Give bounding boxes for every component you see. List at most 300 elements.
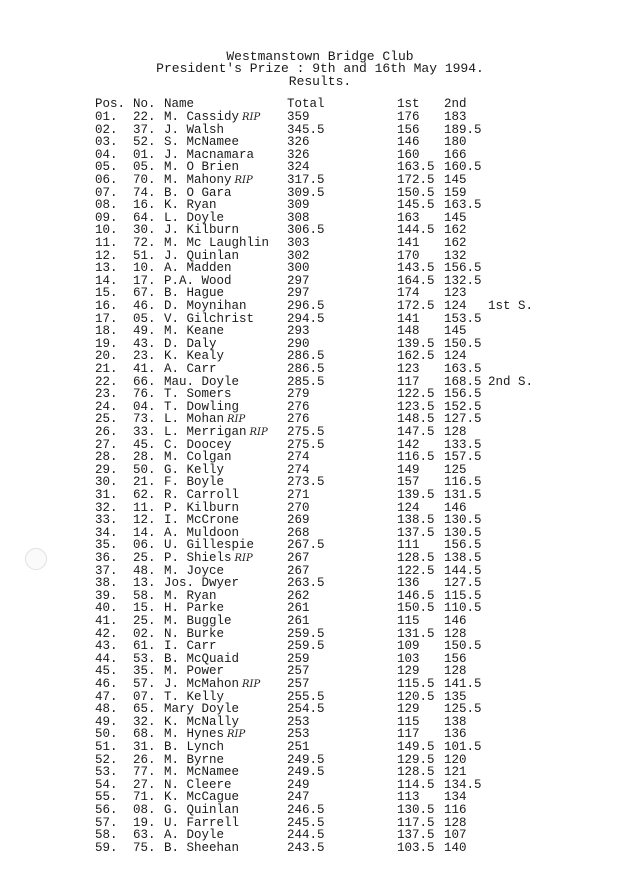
total-score-cell: 302 bbox=[287, 248, 310, 263]
first-session-cell: 139.5 bbox=[397, 488, 435, 502]
pair-number-cell: 77. bbox=[133, 765, 156, 780]
position-cell: 44. bbox=[95, 651, 118, 666]
player-name-text: F. Boyle bbox=[164, 475, 225, 490]
handwritten-rip-mark: RIP bbox=[227, 729, 246, 741]
pair-number-cell: 28. bbox=[133, 450, 156, 465]
first-session-cell: 116.5 bbox=[397, 450, 435, 465]
position-cell: 27. bbox=[95, 437, 118, 452]
player-name-text: I. Carr bbox=[164, 639, 217, 654]
pair-number-cell: 25. bbox=[133, 614, 156, 628]
player-name-text: D. Moynihan bbox=[164, 299, 247, 313]
table-row bbox=[0, 514, 640, 527]
player-name-text: B. Sheehan bbox=[164, 840, 240, 855]
table-row bbox=[0, 388, 640, 401]
total-score-cell: 249.5 bbox=[287, 752, 325, 767]
first-session-cell: 172.5 bbox=[397, 173, 435, 187]
pair-number-cell: 02. bbox=[133, 626, 156, 641]
first-session-cell: 141 bbox=[397, 236, 420, 250]
handwritten-rip-mark: RIP bbox=[242, 679, 261, 690]
player-name-text: A. Doyle bbox=[164, 828, 225, 843]
first-session-cell: 124 bbox=[397, 500, 420, 515]
total-score-cell: 267.5 bbox=[287, 538, 325, 553]
position-cell: 39. bbox=[95, 588, 118, 603]
first-session-cell: 150.5 bbox=[397, 185, 435, 200]
position-cell: 24. bbox=[95, 399, 118, 414]
second-session-cell: 134.5 bbox=[444, 777, 482, 792]
position-cell: 16. bbox=[95, 299, 118, 313]
position-cell: 20. bbox=[95, 349, 118, 364]
total-score-cell: 290 bbox=[287, 336, 310, 351]
first-session-cell: 162.5 bbox=[397, 349, 435, 364]
first-session-cell: 164.5 bbox=[397, 273, 435, 288]
pair-number-cell: 43. bbox=[133, 336, 156, 351]
second-session-cell: 140 bbox=[444, 840, 467, 855]
table-row bbox=[0, 804, 640, 817]
second-session-cell: 133.5 bbox=[444, 437, 482, 452]
total-score-cell: 249 bbox=[287, 777, 310, 792]
total-score-cell: 326 bbox=[287, 135, 310, 150]
first-session-cell: 117 bbox=[397, 727, 420, 742]
player-name-text: M. Byrne bbox=[164, 752, 225, 767]
pair-number-cell: 65. bbox=[133, 702, 156, 717]
pair-number-cell: 22. bbox=[133, 110, 156, 124]
total-score-cell: 246.5 bbox=[287, 803, 325, 817]
second-session-cell: 162 bbox=[444, 236, 467, 250]
second-session-cell: 160.5 bbox=[444, 160, 482, 175]
total-score-cell: 306.5 bbox=[287, 223, 325, 238]
total-score-cell: 247 bbox=[287, 790, 310, 805]
pair-number-cell: 04. bbox=[133, 399, 156, 414]
total-score-cell: 262 bbox=[287, 588, 310, 603]
first-session-cell: 117.5 bbox=[397, 815, 435, 830]
second-session-cell: 150.5 bbox=[444, 336, 482, 351]
first-session-cell: 113 bbox=[397, 790, 420, 805]
club-title: Westmanstown Bridge Club bbox=[226, 49, 414, 64]
second-session-cell: 120 bbox=[444, 752, 467, 767]
total-score-cell: 297 bbox=[287, 273, 310, 288]
col-no-header: No. bbox=[133, 97, 156, 111]
second-session-cell: 189.5 bbox=[444, 122, 482, 137]
handwritten-rip-mark: RIP bbox=[227, 414, 246, 426]
first-session-cell: 115 bbox=[397, 614, 420, 628]
first-session-cell: 136 bbox=[397, 576, 420, 591]
player-name-text: J. Kilburn bbox=[164, 223, 240, 238]
total-score-cell: 286.5 bbox=[287, 349, 325, 364]
pair-number-cell: 26. bbox=[133, 752, 156, 767]
pair-number-cell: 45. bbox=[133, 437, 156, 452]
position-cell: 36. bbox=[95, 551, 118, 565]
position-cell: 09. bbox=[95, 210, 118, 225]
total-score-cell: 267 bbox=[287, 551, 310, 565]
second-session-cell: 156.5 bbox=[444, 387, 482, 402]
second-session-cell: 166 bbox=[444, 147, 467, 162]
pair-number-cell: 58. bbox=[133, 588, 156, 603]
second-session-cell: 136 bbox=[444, 727, 467, 742]
first-session-cell: 143.5 bbox=[397, 261, 435, 276]
table-row bbox=[0, 829, 640, 842]
player-name-text: C. Doocey bbox=[164, 437, 232, 452]
second-session-cell: 146 bbox=[444, 614, 467, 628]
first-session-cell: 137.5 bbox=[397, 828, 435, 843]
player-name-text: L. Doyle bbox=[164, 210, 225, 225]
player-name-text: P. Shiels bbox=[164, 551, 232, 565]
first-session-cell: 123 bbox=[397, 362, 420, 376]
first-session-cell: 145.5 bbox=[397, 198, 435, 213]
pair-number-cell: 35. bbox=[133, 664, 156, 679]
position-cell: 59. bbox=[95, 840, 118, 855]
total-score-cell: 326 bbox=[287, 147, 310, 162]
total-score-cell: 276 bbox=[287, 399, 310, 414]
pair-number-cell: 63. bbox=[133, 828, 156, 843]
pair-number-cell: 52. bbox=[133, 135, 156, 150]
second-session-cell: 138.5 bbox=[444, 551, 482, 565]
player-name-text: J. Macnamara bbox=[164, 147, 255, 162]
total-score-cell: 285.5 bbox=[287, 374, 325, 389]
pair-number-cell: 01. bbox=[133, 147, 156, 162]
player-name-text: T. Somers bbox=[164, 387, 232, 402]
second-session-cell: 168.5 bbox=[444, 374, 482, 389]
position-cell: 45. bbox=[95, 664, 118, 679]
position-cell: 33. bbox=[95, 513, 118, 528]
pair-number-cell: 12. bbox=[133, 513, 156, 528]
second-session-cell: 128 bbox=[444, 425, 467, 439]
total-score-cell: 297 bbox=[287, 286, 310, 301]
total-score-cell: 274 bbox=[287, 450, 310, 465]
player-name-text: K. McNally bbox=[164, 714, 240, 729]
total-score-cell: 275.5 bbox=[287, 437, 325, 452]
total-score-cell: 296.5 bbox=[287, 299, 325, 313]
pair-number-cell: 10. bbox=[133, 261, 156, 276]
total-score-cell: 269 bbox=[287, 513, 310, 528]
table-row bbox=[0, 426, 640, 439]
first-session-cell: 148 bbox=[397, 324, 420, 339]
total-score-cell: 261 bbox=[287, 614, 310, 628]
col-name-header: Name bbox=[164, 97, 195, 111]
first-session-cell: 122.5 bbox=[397, 563, 435, 578]
table-row bbox=[0, 325, 640, 338]
second-session-cell: 180 bbox=[444, 135, 467, 150]
position-cell: 21. bbox=[95, 362, 118, 376]
second-session-cell: 145 bbox=[444, 173, 467, 187]
first-session-cell: 128.5 bbox=[397, 551, 435, 565]
table-row bbox=[0, 262, 640, 275]
table-row bbox=[0, 741, 640, 754]
first-session-cell: 150.5 bbox=[397, 601, 435, 616]
col-total-header: Total bbox=[287, 97, 325, 111]
table-row bbox=[0, 552, 640, 565]
col-first-header: 1st bbox=[397, 97, 420, 111]
position-cell: 31. bbox=[95, 488, 118, 502]
pair-number-cell: 17. bbox=[133, 273, 156, 288]
position-cell: 51. bbox=[95, 740, 118, 754]
position-cell: 25. bbox=[95, 412, 118, 427]
first-session-cell: 172.5 bbox=[397, 299, 435, 313]
player-name-text: N. Cleere bbox=[164, 777, 232, 792]
pair-number-cell: 67. bbox=[133, 286, 156, 301]
total-score-cell: 249.5 bbox=[287, 765, 325, 780]
player-name-text: J. Walsh bbox=[164, 122, 225, 137]
second-session-cell: 157.5 bbox=[444, 450, 482, 465]
pair-number-cell: 66. bbox=[133, 374, 156, 389]
first-session-cell: 120.5 bbox=[397, 689, 435, 704]
first-session-cell: 149 bbox=[397, 462, 420, 477]
second-session-cell: 128 bbox=[444, 815, 467, 830]
position-cell: 40. bbox=[95, 601, 118, 616]
second-session-cell: 163.5 bbox=[444, 362, 482, 376]
second-session-cell: 150.5 bbox=[444, 639, 482, 654]
pair-number-cell: 16. bbox=[133, 198, 156, 213]
pair-number-cell: 72. bbox=[133, 236, 156, 250]
player-name-text: M. Mahony bbox=[164, 173, 232, 187]
player-name-text: M. Ryan bbox=[164, 588, 217, 603]
position-cell: 35. bbox=[95, 538, 118, 553]
total-score-cell: 263.5 bbox=[287, 576, 325, 591]
total-score-cell: 273.5 bbox=[287, 475, 325, 490]
first-session-cell: 128.5 bbox=[397, 765, 435, 780]
second-session-cell: 116.5 bbox=[444, 475, 482, 490]
first-session-cell: 129 bbox=[397, 702, 420, 717]
name-wrapper bbox=[164, 842, 242, 856]
table-row bbox=[0, 489, 640, 502]
pair-number-cell: 51. bbox=[133, 248, 156, 263]
position-cell: 04. bbox=[95, 147, 118, 162]
position-cell: 28. bbox=[95, 450, 118, 465]
player-name-text: M. Joyce bbox=[164, 563, 225, 578]
player-name-text: M. Cassidy bbox=[164, 110, 240, 124]
player-name-text: M. O Brien bbox=[164, 160, 240, 175]
second-session-cell: 128 bbox=[444, 626, 467, 641]
pair-number-cell: 71. bbox=[133, 790, 156, 805]
position-cell: 08. bbox=[95, 198, 118, 213]
player-name-text: U. Gillespie bbox=[164, 538, 255, 553]
position-cell: 57. bbox=[95, 815, 118, 830]
position-cell: 49. bbox=[95, 714, 118, 729]
total-score-cell: 300 bbox=[287, 261, 310, 276]
position-cell: 43. bbox=[95, 639, 118, 654]
second-session-cell: 123 bbox=[444, 286, 467, 301]
first-session-cell: 144.5 bbox=[397, 223, 435, 238]
position-cell: 11. bbox=[95, 236, 118, 250]
first-session-cell: 146.5 bbox=[397, 588, 435, 603]
total-score-cell: 286.5 bbox=[287, 362, 325, 376]
position-cell: 56. bbox=[95, 803, 118, 817]
pair-number-cell: 08. bbox=[133, 803, 156, 817]
position-cell: 15. bbox=[95, 286, 118, 301]
second-session-cell: 116 bbox=[444, 803, 467, 817]
table-row bbox=[0, 237, 640, 250]
player-name-text: N. Burke bbox=[164, 626, 225, 641]
total-score-cell: 308 bbox=[287, 210, 310, 225]
total-score-cell: 259.5 bbox=[287, 626, 325, 641]
position-cell: 55. bbox=[95, 790, 118, 805]
second-session-cell: 131.5 bbox=[444, 488, 482, 502]
position-cell: 54. bbox=[95, 777, 118, 792]
pair-number-cell: 76. bbox=[133, 387, 156, 402]
player-name-text: A. Madden bbox=[164, 261, 232, 276]
player-name-text: I. McCrone bbox=[164, 513, 240, 528]
player-name-text: L. Mohan bbox=[164, 412, 225, 427]
pair-number-cell: 64. bbox=[133, 210, 156, 225]
total-score-cell: 261 bbox=[287, 601, 310, 616]
position-cell: 32. bbox=[95, 500, 118, 515]
player-name-text: V. Gilchrist bbox=[164, 311, 255, 326]
pair-number-cell: 05. bbox=[133, 160, 156, 175]
second-session-cell: 156 bbox=[444, 651, 467, 666]
first-session-cell: 123.5 bbox=[397, 399, 435, 414]
first-session-cell: 146 bbox=[397, 135, 420, 150]
second-session-cell: 130.5 bbox=[444, 513, 482, 528]
column-header-row bbox=[0, 98, 640, 111]
handwritten-rip-mark: RIP bbox=[234, 553, 253, 564]
position-cell: 13. bbox=[95, 261, 118, 276]
position-cell: 12. bbox=[95, 248, 118, 263]
player-name-text: M. Colgan bbox=[164, 450, 232, 465]
position-cell: 46. bbox=[95, 677, 118, 691]
table-row bbox=[0, 640, 640, 653]
first-session-cell: 138.5 bbox=[397, 513, 435, 528]
second-session-cell: 127.5 bbox=[444, 412, 482, 427]
second-session-cell: 121 bbox=[444, 765, 467, 780]
player-name-text: M. Power bbox=[164, 664, 225, 679]
position-cell: 19. bbox=[95, 336, 118, 351]
table-row bbox=[0, 174, 640, 187]
player-name-text: Mary Doyle bbox=[164, 702, 240, 717]
punch-hole bbox=[25, 548, 47, 570]
table-row bbox=[0, 766, 640, 779]
position-cell: 34. bbox=[95, 525, 118, 540]
first-session-cell: 129 bbox=[397, 664, 420, 679]
pair-number-cell: 50. bbox=[133, 462, 156, 477]
position-cell: 37. bbox=[95, 563, 118, 578]
total-score-cell: 254.5 bbox=[287, 702, 325, 717]
total-score-cell: 271 bbox=[287, 488, 310, 502]
second-session-cell: 135 bbox=[444, 689, 467, 704]
pair-number-cell: 07. bbox=[133, 689, 156, 704]
second-session-cell: 152.5 bbox=[444, 399, 482, 414]
player-name-text: K. Ryan bbox=[164, 198, 217, 213]
total-score-cell: 345.5 bbox=[287, 122, 325, 137]
player-name-text: M. McNamee bbox=[164, 765, 240, 780]
section-note-cell: 2nd S. bbox=[488, 374, 534, 389]
second-session-cell: 156.5 bbox=[444, 538, 482, 553]
position-cell: 07. bbox=[95, 185, 118, 200]
first-session-cell: 156 bbox=[397, 122, 420, 137]
first-session-cell: 141 bbox=[397, 311, 420, 326]
second-session-cell: 101.5 bbox=[444, 740, 482, 754]
total-score-cell: 243.5 bbox=[287, 840, 325, 855]
pair-number-cell: 62. bbox=[133, 488, 156, 502]
player-name-text: D. Daly bbox=[164, 336, 217, 351]
first-session-cell: 103 bbox=[397, 651, 420, 666]
handwritten-rip-mark: RIP bbox=[249, 427, 268, 438]
second-session-cell: 132 bbox=[444, 248, 467, 263]
player-name-text: K. Kealy bbox=[164, 349, 225, 364]
second-session-cell: 130.5 bbox=[444, 525, 482, 540]
total-score-cell: 276 bbox=[287, 412, 310, 427]
results-heading: Results. bbox=[288, 74, 352, 89]
total-score-cell: 294.5 bbox=[287, 311, 325, 326]
pair-number-cell: 14. bbox=[133, 525, 156, 540]
total-score-cell: 359 bbox=[287, 110, 310, 124]
second-session-cell: 124 bbox=[444, 349, 467, 364]
pair-number-cell: 33. bbox=[133, 425, 156, 439]
position-cell: 41. bbox=[95, 614, 118, 628]
total-score-cell: 245.5 bbox=[287, 815, 325, 830]
player-name-text: B. McQuaid bbox=[164, 651, 240, 666]
pair-number-cell: 25. bbox=[133, 551, 156, 565]
pair-number-cell: 37. bbox=[133, 122, 156, 137]
table-row bbox=[0, 678, 640, 691]
second-session-cell: 145 bbox=[444, 210, 467, 225]
player-name-text: S. McNamee bbox=[164, 135, 240, 150]
pair-number-cell: 05. bbox=[133, 311, 156, 326]
position-cell: 06. bbox=[95, 173, 118, 187]
first-session-cell: 170 bbox=[397, 248, 420, 263]
total-score-cell: 257 bbox=[287, 677, 310, 691]
handwritten-rip-mark: RIP bbox=[242, 112, 261, 123]
player-name-text: M. Buggle bbox=[164, 614, 232, 628]
total-score-cell: 303 bbox=[287, 236, 310, 250]
second-session-cell: 145 bbox=[444, 324, 467, 339]
table-row bbox=[0, 703, 640, 716]
total-score-cell: 257 bbox=[287, 664, 310, 679]
first-session-cell: 103.5 bbox=[397, 840, 435, 855]
player-name-text: J. McMahon bbox=[164, 677, 240, 691]
second-session-cell: 127.5 bbox=[444, 576, 482, 591]
second-session-cell: 125.5 bbox=[444, 702, 482, 717]
table-row bbox=[0, 577, 640, 590]
player-name-text: Mau. Doyle bbox=[164, 374, 240, 389]
position-cell: 50. bbox=[95, 727, 118, 742]
first-session-cell: 115 bbox=[397, 714, 420, 729]
handwritten-rip-mark: RIP bbox=[234, 175, 253, 186]
pair-number-cell: 57. bbox=[133, 677, 156, 691]
pair-number-cell: 75. bbox=[133, 840, 156, 855]
pair-number-cell: 73. bbox=[133, 412, 156, 427]
second-session-cell: 153.5 bbox=[444, 311, 482, 326]
position-cell: 10. bbox=[95, 223, 118, 238]
player-name-text: B. Hague bbox=[164, 286, 225, 301]
pair-number-cell: 11. bbox=[133, 500, 156, 515]
second-session-cell: 134 bbox=[444, 790, 467, 805]
second-session-cell: 138 bbox=[444, 714, 467, 729]
second-session-cell: 125 bbox=[444, 462, 467, 477]
first-session-cell: 174 bbox=[397, 286, 420, 301]
first-session-cell: 129.5 bbox=[397, 752, 435, 767]
position-cell: 48. bbox=[95, 702, 118, 717]
pair-number-cell: 53. bbox=[133, 651, 156, 666]
second-session-cell: 132.5 bbox=[444, 273, 482, 288]
player-name-text: M. Hynes bbox=[164, 727, 225, 742]
pair-number-cell: 31. bbox=[133, 740, 156, 754]
player-name-text: A. Muldoon bbox=[164, 525, 240, 540]
position-cell: 52. bbox=[95, 752, 118, 767]
position-cell: 23. bbox=[95, 387, 118, 402]
pair-number-cell: 41. bbox=[133, 362, 156, 376]
player-name-text: L. Merrigan bbox=[164, 425, 247, 439]
player-name-text: Jos. Dwyer bbox=[164, 576, 240, 591]
total-score-cell: 255.5 bbox=[287, 689, 325, 704]
first-session-cell: 115.5 bbox=[397, 677, 435, 691]
first-session-cell: 176 bbox=[397, 110, 420, 124]
pair-number-cell: 49. bbox=[133, 324, 156, 339]
pair-number-cell: 46. bbox=[133, 299, 156, 313]
total-score-cell: 309.5 bbox=[287, 185, 325, 200]
player-name-text: G. Kelly bbox=[164, 462, 225, 477]
second-session-cell: 107 bbox=[444, 828, 467, 843]
second-session-cell: 156.5 bbox=[444, 261, 482, 276]
second-session-cell: 124 bbox=[444, 299, 467, 313]
